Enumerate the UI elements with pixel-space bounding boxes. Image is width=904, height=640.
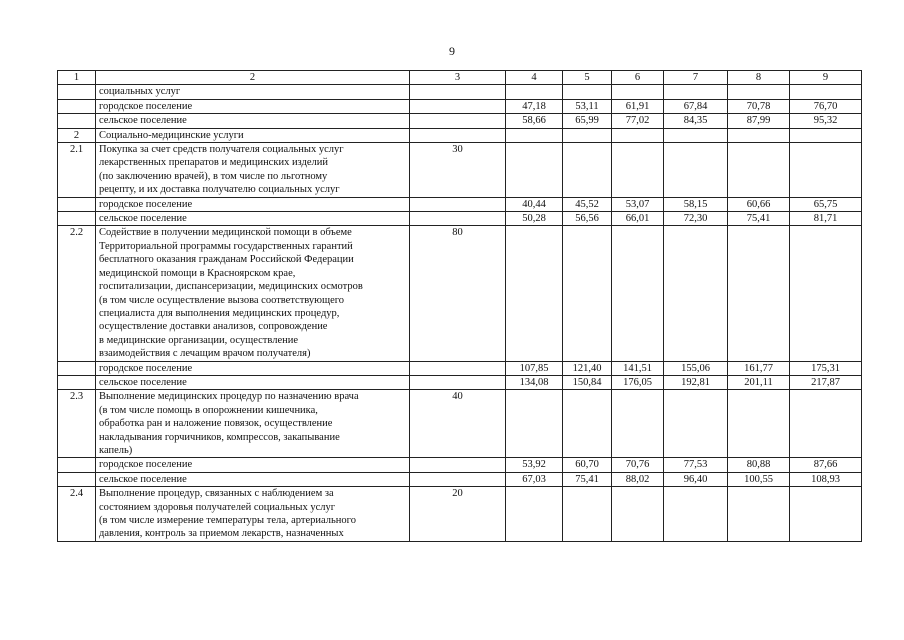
header-cell: 1 [58, 71, 96, 85]
value-cell [563, 226, 612, 361]
value-cell [563, 487, 612, 542]
value-cell [728, 390, 790, 458]
section-number: 2 [58, 128, 96, 142]
page-number: 9 [449, 44, 455, 58]
value-row [58, 114, 862, 128]
value-cell: 60,66 [728, 197, 790, 211]
description-line: взаимодействия с лечащим врачом получателя) [99, 348, 311, 360]
value-cell: 192,81 [664, 375, 728, 389]
description-line: Покупка за счет средств получателя социальных услуг [99, 144, 344, 156]
item-points: 30 [410, 143, 506, 198]
description-line: (по заключению врачей), в том числе по льготному [99, 170, 328, 182]
value-cell: 70,76 [612, 458, 664, 472]
value-cell: 217,87 [790, 375, 862, 389]
value-cell: 175,31 [790, 361, 862, 375]
value-cell [790, 85, 862, 99]
value-cell: 77,02 [612, 114, 664, 128]
points-cell [410, 114, 506, 128]
description-line: Территориальной программы государственных гарантий [99, 240, 353, 252]
item-row [58, 390, 862, 458]
description-line: рецепту, и их доставка получателю социальных услуг [99, 184, 340, 196]
number-cell [58, 472, 96, 486]
header-cell: 4 [506, 71, 563, 85]
description-line: (в том числе помощь в опорожнении кишечника, [99, 404, 318, 416]
value-cell [790, 390, 862, 458]
item-row [58, 226, 862, 361]
item-description [96, 143, 410, 198]
description-line: капель) [99, 444, 133, 456]
value-cell: 53,07 [612, 197, 664, 211]
item-number: 2.3 [58, 390, 96, 458]
value-cell: 47,18 [506, 99, 563, 113]
tariff-table-body [58, 71, 862, 542]
number-cell [58, 375, 96, 389]
value-cell: 61,91 [612, 99, 664, 113]
value-cell: 81,71 [790, 212, 862, 226]
description-line: медицинской помощи в Красноярском крае, [99, 267, 296, 279]
value-cell [664, 143, 728, 198]
value-cell: 108,93 [790, 472, 862, 486]
number-cell [58, 458, 96, 472]
description-line: госпитализации, диспансеризации, медицинских осмотров [99, 281, 363, 293]
item-points: 40 [410, 390, 506, 458]
value-cell: 84,35 [664, 114, 728, 128]
points-cell [410, 212, 506, 226]
value-cell [664, 85, 728, 99]
header-row [58, 71, 862, 85]
value-cell: 58,15 [664, 197, 728, 211]
value-cell: 141,51 [612, 361, 664, 375]
value-row [58, 472, 862, 486]
value-cell: 75,41 [728, 212, 790, 226]
value-cell [612, 226, 664, 361]
value-cell [612, 390, 664, 458]
value-cell [612, 85, 664, 99]
description-line: Содействие в получении медицинской помощи в объеме [99, 227, 352, 239]
value-cell: 77,53 [664, 458, 728, 472]
value-cell: 60,70 [563, 458, 612, 472]
value-cell: 72,30 [664, 212, 728, 226]
value-cell: 53,11 [563, 99, 612, 113]
description-line: (в том числе осуществление вызова соответствующего [99, 294, 345, 306]
value-cell: 70,78 [728, 99, 790, 113]
points-cell [410, 458, 506, 472]
item-points: 20 [410, 487, 506, 542]
points-cell [410, 361, 506, 375]
value-cell: 67,03 [506, 472, 563, 486]
value-cell [790, 143, 862, 198]
empty-cell [410, 128, 506, 142]
value-cell: 65,99 [563, 114, 612, 128]
description-line: в медицинские организации, осуществление [99, 334, 299, 346]
value-cell: 53,92 [506, 458, 563, 472]
item-description [96, 487, 410, 542]
value-cell: 96,40 [664, 472, 728, 486]
header-cell: 7 [664, 71, 728, 85]
points-cell [410, 99, 506, 113]
row-label: сельское поселение [96, 375, 410, 389]
value-cell: 201,11 [728, 375, 790, 389]
empty-cell [563, 128, 612, 142]
value-row [58, 212, 862, 226]
value-cell [612, 143, 664, 198]
row-label: сельское поселение [96, 114, 410, 128]
row-label: сельское поселение [96, 212, 410, 226]
section-title: Социально-медицинские услуги [96, 128, 410, 142]
item-row [58, 487, 862, 542]
value-cell: 87,99 [728, 114, 790, 128]
value-cell: 45,52 [563, 197, 612, 211]
value-cell: 155,06 [664, 361, 728, 375]
value-cell: 88,02 [612, 472, 664, 486]
empty-cell [612, 128, 664, 142]
value-cell [612, 487, 664, 542]
value-cell [728, 143, 790, 198]
header-cell: 8 [728, 71, 790, 85]
empty-cell [790, 128, 862, 142]
value-cell: 65,75 [790, 197, 862, 211]
value-cell: 75,41 [563, 472, 612, 486]
value-row [58, 458, 862, 472]
item-number: 2.1 [58, 143, 96, 198]
description-line: Выполнение процедур, связанных с наблюдением за [99, 488, 334, 500]
value-cell: 150,84 [563, 375, 612, 389]
header-cell: 3 [410, 71, 506, 85]
description-cell: социальных услуг [96, 85, 410, 99]
value-cell [664, 226, 728, 361]
value-row [58, 197, 862, 211]
row-label: городское поселение [96, 99, 410, 113]
points-cell [410, 197, 506, 211]
number-cell [58, 212, 96, 226]
points-cell [410, 375, 506, 389]
value-row [58, 99, 862, 113]
number-cell [58, 114, 96, 128]
description-line: бесплатного оказания гражданам Российской Федерации [99, 254, 354, 266]
value-cell [506, 390, 563, 458]
header-cell: 9 [790, 71, 862, 85]
value-cell [563, 390, 612, 458]
description-line: Выполнение медицинских процедур по назначению врача [99, 391, 359, 403]
row-label: городское поселение [96, 361, 410, 375]
value-cell: 134,08 [506, 375, 563, 389]
description-line: специалиста для выполнения медицинских процедур, [99, 307, 340, 319]
value-cell [506, 85, 563, 99]
value-cell: 76,70 [790, 99, 862, 113]
value-cell: 67,84 [664, 99, 728, 113]
tariff-table [57, 70, 862, 542]
value-cell: 107,85 [506, 361, 563, 375]
item-description [96, 226, 410, 361]
empty-cell [664, 128, 728, 142]
value-cell: 40,44 [506, 197, 563, 211]
value-cell: 56,56 [563, 212, 612, 226]
number-cell [58, 99, 96, 113]
value-cell: 50,28 [506, 212, 563, 226]
header-cell: 6 [612, 71, 664, 85]
number-cell [58, 85, 96, 99]
row-label: городское поселение [96, 458, 410, 472]
value-cell: 87,66 [790, 458, 862, 472]
value-cell [728, 487, 790, 542]
item-row [58, 143, 862, 198]
row-label: сельское поселение [96, 472, 410, 486]
value-cell [790, 226, 862, 361]
value-cell: 95,32 [790, 114, 862, 128]
value-cell [728, 226, 790, 361]
description-line: осуществление доставки анализов, сопровождение [99, 321, 328, 333]
description-line: обработка ран и наложение повязок, осуществление [99, 418, 333, 430]
value-row [58, 375, 862, 389]
description-line: (в том числе измерение температуры тела, артериального [99, 515, 356, 526]
description-line: лекарственных препаратов и медицинских изделий [99, 157, 329, 169]
header-cell: 5 [563, 71, 612, 85]
value-cell: 66,01 [612, 212, 664, 226]
value-cell [506, 143, 563, 198]
value-cell: 80,88 [728, 458, 790, 472]
value-cell [790, 487, 862, 542]
value-cell [664, 487, 728, 542]
value-cell [563, 85, 612, 99]
number-cell [58, 197, 96, 211]
description-line: давления, контроль за приемом лекарств, назначенных [99, 528, 344, 540]
item-number: 2.2 [58, 226, 96, 361]
number-cell [58, 361, 96, 375]
value-cell: 58,66 [506, 114, 563, 128]
value-cell: 161,77 [728, 361, 790, 375]
empty-cell [728, 128, 790, 142]
item-number: 2.4 [58, 487, 96, 542]
section-row [58, 128, 862, 142]
description-line: накладывания горчичников, компрессов, закапывание [99, 431, 340, 443]
value-cell [664, 390, 728, 458]
value-cell [506, 487, 563, 542]
item-points: 80 [410, 226, 506, 361]
empty-cell [506, 128, 563, 142]
value-cell [728, 85, 790, 99]
value-cell: 121,40 [563, 361, 612, 375]
row-label: городское поселение [96, 197, 410, 211]
description-line: состоянием здоровья получателей социальных услуг [99, 501, 336, 513]
value-cell [506, 226, 563, 361]
value-cell [563, 143, 612, 198]
item-description [96, 390, 410, 458]
value-cell: 176,05 [612, 375, 664, 389]
value-row [58, 361, 862, 375]
points-cell [410, 472, 506, 486]
header-cell: 2 [96, 71, 410, 85]
value-cell: 100,55 [728, 472, 790, 486]
points-cell [410, 85, 506, 99]
continued-row [58, 85, 862, 99]
